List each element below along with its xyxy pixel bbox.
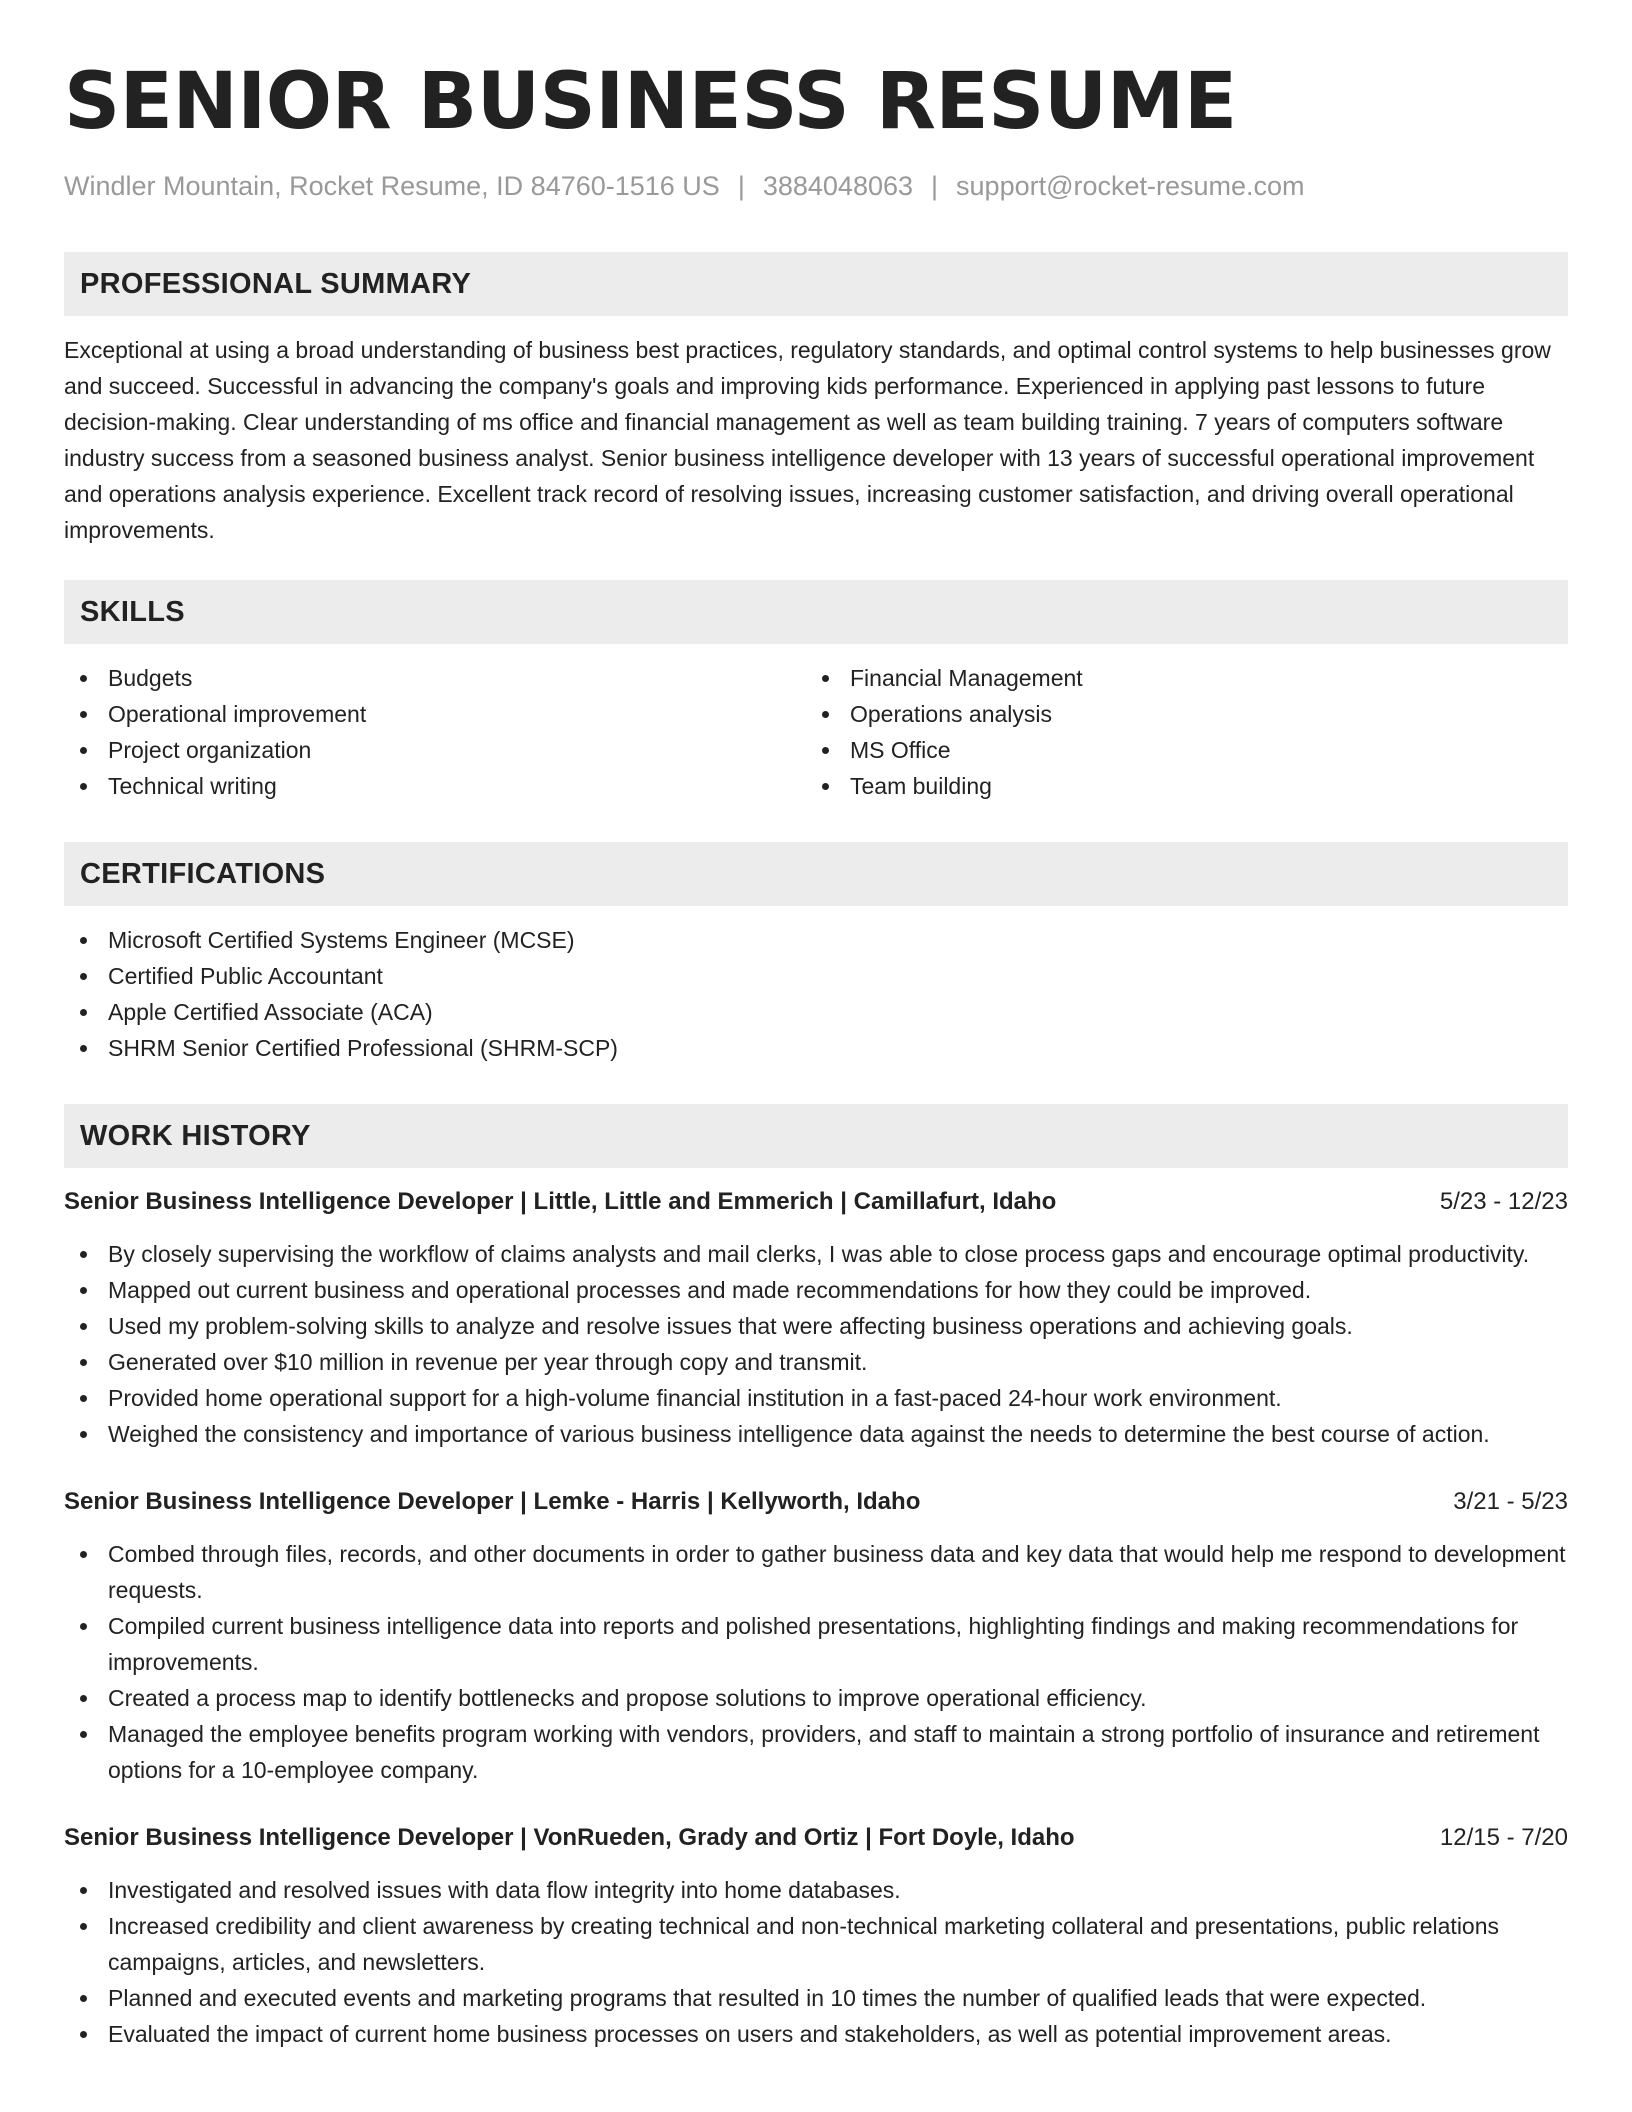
summary-section-header [64, 252, 1568, 316]
job-entry [64, 1820, 1568, 2052]
job-bullet: Mapped out current business and operational processes and made recommendations for how they could be improved. [64, 1272, 1568, 1308]
contact-separator: | [737, 171, 745, 201]
contact-phone: 3884048063 [762, 171, 914, 201]
job-header [64, 1184, 1568, 1220]
job-bullet: Combed through files, records, and other documents in order to gather business data and key data that would help me respond to development requests. [64, 1536, 1568, 1608]
job-bullet: Used my problem-solving skills to analyze and resolve issues that were affecting business operations and achieving goals. [64, 1308, 1568, 1344]
skill-item: Operational improvement [64, 696, 806, 732]
certifications-list [64, 922, 1568, 1066]
skill-item: Financial Management [806, 660, 1548, 696]
job-bullets [64, 1236, 1568, 1452]
skill-item: Budgets [64, 660, 806, 696]
job-bullet: By closely supervising the workflow of claims analysts and mail clerks, I was able to close process gaps and encourage optimal productivity. [64, 1236, 1568, 1272]
job-title: Senior Business Intelligence Developer | VonRueden, Grady and Ortiz | Fort Doyle, Idaho [64, 1824, 1075, 1851]
summary-heading: PROFESSIONAL SUMMARY [80, 267, 472, 300]
skills-list [64, 660, 1568, 804]
summary-text: Exceptional at using a broad understanding of business best practices, regulatory standards, and optimal control systems to help businesses grow and succeed. Successful in advancing the company's goals and improving kids performance. Experienced in applying past lessons to future decision-making. Clear understanding of ms office and financial management as well as team building training. 7 years of computers software industry success from a seasoned business analyst. Senior business intelligence developer with 13 years of successful operational improvement and operations analysis experience. Excellent track record of resolving issues, increasing customer satisfaction, and driving overall operational improvements. [64, 337, 1551, 543]
certification-item: Certified Public Accountant [64, 958, 1568, 994]
skills-column-left [64, 660, 806, 804]
contact-line [64, 170, 1568, 202]
job-bullet: Created a process map to identify bottlenecks and propose solutions to improve operational efficiency. [64, 1680, 1568, 1716]
contact-address: Windler Mountain, Rocket Resume, ID 84760-1516 US [64, 171, 720, 201]
skill-item: Team building [806, 768, 1548, 804]
job-bullet: Increased credibility and client awareness by creating technical and non-technical marketing collateral and presentations, public relations campaigns, articles, and newsletters. [64, 1908, 1568, 1980]
skill-item: Operations analysis [806, 696, 1548, 732]
contact-email: support@rocket-resume.com [956, 171, 1305, 201]
job-header [64, 1820, 1568, 1856]
job-title: Senior Business Intelligence Developer | Lemke - Harris | Kellyworth, Idaho [64, 1488, 921, 1515]
job-bullet: Evaluated the impact of current home business processes on users and stakeholders, as well as potential improvement areas. [64, 2016, 1568, 2052]
work-section-header [64, 1104, 1568, 1168]
job-entry [64, 1484, 1568, 1788]
job-bullet: Generated over $10 million in revenue per year through copy and transmit. [64, 1344, 1568, 1380]
skills-column-right [806, 660, 1548, 804]
job-title: Senior Business Intelligence Developer | Little, Little and Emmerich | Camillafurt, Idaho [64, 1188, 1057, 1215]
skill-item: Technical writing [64, 768, 806, 804]
contact-separator: | [931, 171, 939, 201]
job-bullet: Compiled current business intelligence data into reports and polished presentations, highlighting findings and making recommendations for improvements. [64, 1608, 1568, 1680]
certification-item: Apple Certified Associate (ACA) [64, 994, 1568, 1030]
job-bullet: Weighed the consistency and importance of various business intelligence data against the needs to determine the best course of action. [64, 1416, 1568, 1452]
job-bullet: Investigated and resolved issues with data flow integrity into home databases. [64, 1872, 1568, 1908]
skills-heading: SKILLS [80, 595, 185, 628]
certifications-heading: CERTIFICATIONS [80, 857, 326, 890]
skill-item: Project organization [64, 732, 806, 768]
certifications-section-header [64, 842, 1568, 906]
job-dates: 5/23 - 12/23 [1439, 1188, 1568, 1215]
job-bullets [64, 1872, 1568, 2052]
work-heading: WORK HISTORY [80, 1119, 311, 1152]
skills-section-header [64, 580, 1568, 644]
certification-item: SHRM Senior Certified Professional (SHRM-SCP) [64, 1030, 1568, 1066]
resume-title: SENIOR BUSINESS RESUME [64, 57, 1237, 147]
job-bullet: Managed the employee benefits program working with vendors, providers, and staff to maintain a strong portfolio of insurance and retirement options for a 10-employee company. [64, 1716, 1568, 1788]
job-bullet: Provided home operational support for a high-volume financial institution in a fast-paced 24-hour work environment. [64, 1380, 1568, 1416]
skill-item: MS Office [806, 732, 1548, 768]
job-dates: 12/15 - 7/20 [1439, 1824, 1568, 1851]
job-bullets [64, 1536, 1568, 1788]
job-dates: 3/21 - 5/23 [1453, 1488, 1568, 1515]
job-bullet: Planned and executed events and marketing programs that resulted in 10 times the number of qualified leads that were expected. [64, 1980, 1568, 2016]
job-header [64, 1484, 1568, 1520]
certification-item: Microsoft Certified Systems Engineer (MCSE) [64, 922, 1568, 958]
job-entry [64, 1184, 1568, 1452]
